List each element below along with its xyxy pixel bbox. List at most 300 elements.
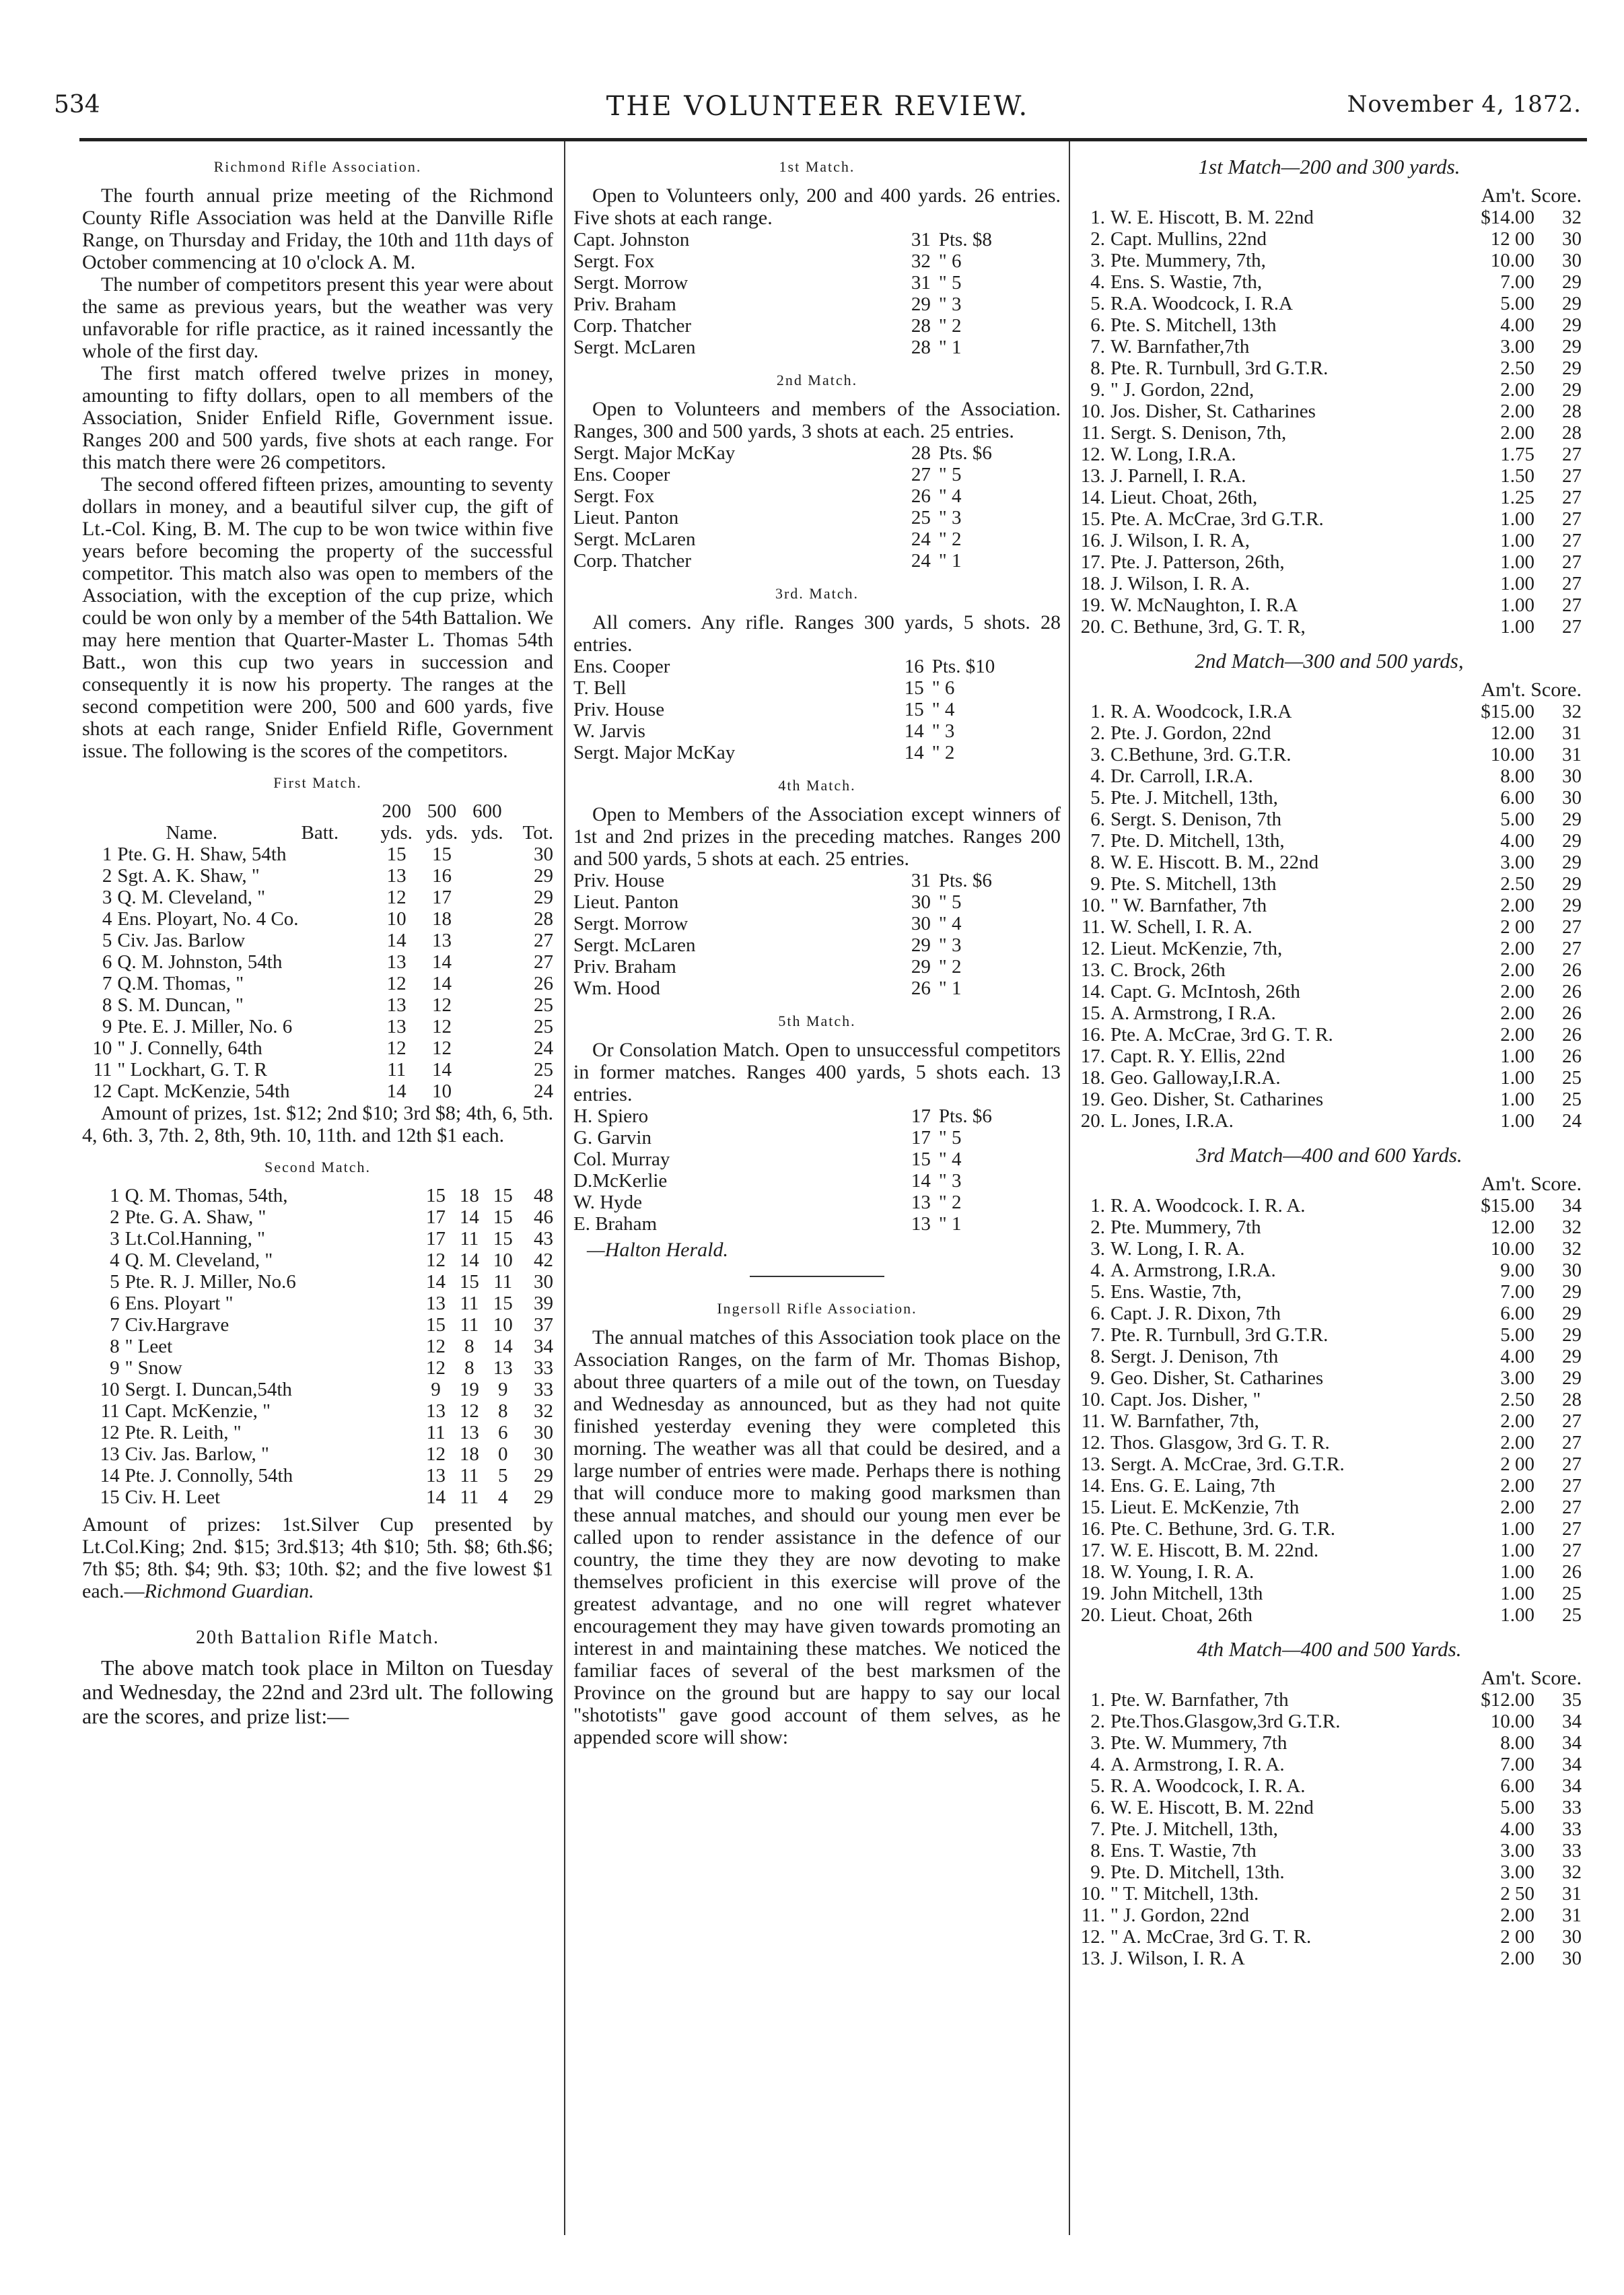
table-row xyxy=(1077,1389,1582,1410)
cell: 10.00 xyxy=(1490,744,1534,765)
cell: Pte. D. Mitchell, 13th. xyxy=(1110,1861,1285,1883)
table-row xyxy=(1077,1002,1582,1024)
cell: 39 xyxy=(534,1293,553,1314)
table-row xyxy=(1077,401,1582,422)
cell: 4. xyxy=(1090,271,1105,293)
cell: Sergt. Morrow xyxy=(573,272,689,294)
cell: 1.50 xyxy=(1500,465,1534,487)
cell: 24 xyxy=(1562,1110,1582,1132)
table-row xyxy=(573,1213,1061,1235)
cell: Ens. G. E. Laing, 7th xyxy=(1110,1475,1275,1497)
cell: 2 50 xyxy=(1500,1883,1534,1905)
cell: 33 xyxy=(1562,1797,1582,1818)
cell: Col. Murray xyxy=(573,1149,670,1170)
cell: " 1 xyxy=(938,550,962,572)
cell: 29 xyxy=(1562,357,1582,379)
cell xyxy=(464,1059,509,1081)
score-table xyxy=(573,229,1061,358)
table-row xyxy=(1077,616,1582,638)
cell: 10 xyxy=(386,908,407,930)
table-row xyxy=(1077,1346,1582,1367)
table-row xyxy=(573,978,1061,999)
cell: " 5 xyxy=(938,891,962,913)
cell: 24 xyxy=(534,1037,553,1059)
cell: Pts. $6 xyxy=(938,870,992,891)
cell: 26 xyxy=(1562,959,1582,981)
cell: Jos. Disher, St. Catharines xyxy=(1110,401,1316,422)
cell xyxy=(464,865,509,887)
cell: " J. Connelly, 64th xyxy=(117,1037,262,1059)
header-cell: Name. xyxy=(166,822,217,844)
cell: 1.00 xyxy=(1500,616,1534,638)
cell: 5.00 xyxy=(1500,1797,1534,1818)
second-match-heading: Second Match. xyxy=(264,1159,371,1175)
cell: " Lockhart, G. T. R xyxy=(117,1059,267,1081)
cell: 20. xyxy=(1080,616,1105,638)
cell: 32 xyxy=(911,250,931,272)
table-row xyxy=(1077,938,1582,959)
cell: Lieut. Panton xyxy=(573,891,679,913)
table-row xyxy=(1077,852,1582,873)
cell: Sgt. A. K. Shaw, " xyxy=(117,865,260,887)
table-row xyxy=(82,1206,553,1228)
cell: W. Young, I. R. A. xyxy=(1110,1561,1255,1583)
table-row xyxy=(82,994,553,1016)
source-credit: —Halton Herald. xyxy=(587,1239,728,1261)
amount-score-header: Am't. Score. xyxy=(1481,1667,1582,1689)
cell: 27 xyxy=(1562,551,1582,573)
cell: 16 xyxy=(432,865,452,887)
cell: C. Bethune, 3rd, G. T. R, xyxy=(1110,616,1306,638)
cell: 3. xyxy=(1090,250,1105,271)
cell: 3.00 xyxy=(1500,1840,1534,1861)
cell: 0 xyxy=(497,1443,508,1465)
cell: Geo. Disher, St. Catharines xyxy=(1110,1089,1324,1110)
cell: 8. xyxy=(1090,852,1105,873)
cell: 11 xyxy=(460,1486,479,1508)
cell: 27 xyxy=(1562,1432,1582,1453)
cell: 18. xyxy=(1080,1067,1105,1089)
cell: 2.00 xyxy=(1500,1948,1534,1969)
table-row xyxy=(1077,1797,1582,1818)
cell: 28 xyxy=(1562,1389,1582,1410)
cell: 15 xyxy=(493,1206,513,1228)
column-3 xyxy=(1077,151,1582,1969)
cell: 29 xyxy=(1562,314,1582,336)
cell: 30 xyxy=(1562,250,1582,271)
table-row xyxy=(82,1336,553,1357)
table-row xyxy=(1077,1475,1582,1497)
cell: Civ. Jas. Barlow xyxy=(117,930,246,951)
table-row xyxy=(573,272,1061,294)
cell: 34 xyxy=(1562,1775,1582,1797)
cell: 2.50 xyxy=(1500,1389,1534,1410)
cell: John Mitchell, 13th xyxy=(1110,1583,1263,1604)
cell: 6.00 xyxy=(1500,1775,1534,1797)
cell: 27 xyxy=(1562,1497,1582,1518)
cell: 30 xyxy=(911,891,931,913)
cell: 11. xyxy=(1081,1410,1105,1432)
cell: R.A. Woodcock, I. R.A xyxy=(1110,293,1293,314)
table-row xyxy=(573,870,1061,891)
table-row xyxy=(1077,530,1582,551)
cell: 15 xyxy=(493,1293,513,1314)
table-row xyxy=(1077,1518,1582,1540)
cell: " 4 xyxy=(938,1149,962,1170)
table-row xyxy=(573,1170,1061,1192)
cell: " Snow xyxy=(125,1357,182,1379)
cell: 2. xyxy=(1090,722,1105,744)
cell: Dr. Carroll, I.R.A. xyxy=(1110,765,1253,787)
results-table xyxy=(1077,207,1582,638)
cell: Pte. J. Connolly, 54th xyxy=(125,1465,293,1486)
cell: Sergt. Fox xyxy=(573,250,655,272)
cell: H. Spiero xyxy=(573,1105,649,1127)
table-row xyxy=(82,1357,553,1379)
column-divider xyxy=(564,141,565,2235)
cell: 15 xyxy=(493,1228,513,1249)
cell: Pte. R. Turnbull, 3rd G.T.R. xyxy=(1110,1324,1329,1346)
cell xyxy=(464,1081,509,1102)
cell: 18 xyxy=(432,908,452,930)
table-row xyxy=(82,951,553,973)
cell: " 4 xyxy=(938,913,962,934)
table-row xyxy=(1077,1540,1582,1561)
cell: 14 xyxy=(426,1486,446,1508)
table-row xyxy=(1077,895,1582,916)
cell: 30 xyxy=(1562,787,1582,809)
cell: 13 xyxy=(386,865,407,887)
cell: 29 xyxy=(1562,1367,1582,1389)
table-row xyxy=(573,956,1061,978)
header-cell: Batt. xyxy=(301,822,339,844)
cell: Ens. Ployart, No. 4 Co. xyxy=(117,908,299,930)
cell: 4.00 xyxy=(1500,1346,1534,1367)
cell: 14. xyxy=(1080,1475,1105,1497)
ingersoll-heading: Ingersoll Rifle Association. xyxy=(717,1300,917,1317)
table-row xyxy=(573,229,1061,250)
cell: 19. xyxy=(1080,1089,1105,1110)
cell: Capt. R. Y. Ellis, 22nd xyxy=(1110,1046,1285,1067)
table-row xyxy=(1077,765,1582,787)
cell: Q. M. Cleveland, " xyxy=(117,887,266,908)
cell: 15. xyxy=(1080,1002,1105,1024)
cell: " Leet xyxy=(125,1336,173,1357)
cell: 15 xyxy=(426,1185,446,1206)
cell: Q.M. Thomas, " xyxy=(117,973,244,994)
cell: 13 xyxy=(386,994,407,1016)
cell: Q. M. Johnston, 54th xyxy=(117,951,283,973)
cell: 12 xyxy=(386,1037,407,1059)
cell: 29 xyxy=(911,956,931,978)
cell: 13 xyxy=(100,1443,120,1465)
cell: Ens. Wastie, 7th, xyxy=(1110,1281,1242,1303)
cell: 8 xyxy=(497,1400,508,1422)
cell: " 5 xyxy=(938,1127,962,1149)
table-row xyxy=(1077,1883,1582,1905)
cell: 9 xyxy=(110,1357,120,1379)
newspaper-title: THE VOLUNTEER REVIEW. xyxy=(606,91,1030,122)
cell: J. Parnell, I. R.A. xyxy=(1110,465,1246,487)
table-row xyxy=(82,1271,553,1293)
cell xyxy=(464,844,509,865)
table-row xyxy=(82,887,553,908)
prize-text: Amount of prizes: 1st.Silver Cup presented by Lt.Col.King; 2nd. $15; 3rd.$13; 4th $10; 5th. $8; 6th.$6; 7th $5; 8th. $4; 9th. $3; 10th. $2; and the five lowest $1 each.— xyxy=(82,1513,553,1602)
cell: Pte. G. A. Shaw, " xyxy=(125,1206,267,1228)
paragraph: Open to Volunteers only, 200 and 400 yards. 26 entries. Five shots at each range. xyxy=(573,184,1061,229)
cell xyxy=(464,887,509,908)
cell: 29 xyxy=(1562,1281,1582,1303)
cell: 2.00 xyxy=(1500,1410,1534,1432)
cell: 2.00 xyxy=(1500,1905,1534,1926)
cell: 17 xyxy=(426,1228,446,1249)
amount-score-header: Am't. Score. xyxy=(1481,679,1582,701)
battalion-heading: 20th Battalion Rifle Match. xyxy=(196,1627,439,1648)
cell: 14 xyxy=(459,1249,479,1271)
cell: Pte. G. H. Shaw, 54th xyxy=(117,844,287,865)
cell: 27 xyxy=(1562,594,1582,616)
cell: 12 xyxy=(386,887,407,908)
cell: Pts. $6 xyxy=(938,442,992,464)
table-row xyxy=(1077,1604,1582,1626)
table-row xyxy=(82,1486,553,1508)
cell: 15 xyxy=(911,1149,931,1170)
table-row xyxy=(1077,1711,1582,1732)
cell: 6.00 xyxy=(1500,787,1534,809)
table-row xyxy=(1077,1754,1582,1775)
cell: 5. xyxy=(1090,787,1105,809)
cell: 7.00 xyxy=(1500,1754,1534,1775)
cell: Pte. Mummery, 7th, xyxy=(1110,250,1266,271)
cell: Sergt. McLaren xyxy=(573,528,696,550)
table-row xyxy=(82,1422,553,1443)
cell: 15 xyxy=(386,844,407,865)
cell: Thos. Glasgow, 3rd G. T. R. xyxy=(1110,1432,1330,1453)
cell: 34 xyxy=(1562,1754,1582,1775)
paragraph: The first match offered twelve prizes in money, amounting to fifty dollars, open to all members of the Association, Snider Enfield Rifle, Government issue. Ranges 200 and 500 yards, five shots at each range. For this match there were 26 competitors. xyxy=(82,362,553,473)
cell: 28 xyxy=(911,442,931,464)
cell: 2.00 xyxy=(1500,422,1534,444)
cell: 10. xyxy=(1080,401,1105,422)
cell: 3.00 xyxy=(1500,1861,1534,1883)
cell: 32 xyxy=(1562,701,1582,722)
cell: 12. xyxy=(1080,444,1105,465)
cell: Pte. R. Leith, " xyxy=(125,1422,242,1443)
cell: Pte. J. Patterson, 26th, xyxy=(1110,551,1285,573)
cell: 1.75 xyxy=(1500,444,1534,465)
table-row xyxy=(1077,1561,1582,1583)
cell: Wm. Hood xyxy=(573,978,660,999)
cell: 7. xyxy=(1090,336,1105,357)
cell: 34 xyxy=(1562,1195,1582,1217)
cell: Geo. Galloway,I.R.A. xyxy=(1110,1067,1281,1089)
cell: Lt.Col.Hanning, " xyxy=(125,1228,265,1249)
table-row xyxy=(573,1149,1061,1170)
cell: Sergt. A. McCrae, 3rd. G.T.R. xyxy=(1110,1453,1345,1475)
table-row xyxy=(1077,1410,1582,1432)
cell: W. E. Hiscott, B. M. 22nd xyxy=(1110,207,1314,228)
table-row xyxy=(1077,1948,1582,1969)
table-row xyxy=(82,1059,553,1081)
cell: Priv. House xyxy=(573,870,665,891)
cell: W. McNaughton, I. R.A xyxy=(1110,594,1298,616)
table-row xyxy=(1077,1281,1582,1303)
results-table xyxy=(1077,701,1582,1132)
table-row xyxy=(573,656,1061,677)
cell xyxy=(464,973,509,994)
cell: 6. xyxy=(1090,1303,1105,1324)
richmond-heading: Richmond Rifle Association. xyxy=(213,158,422,175)
cell: 16 xyxy=(904,656,924,677)
cell xyxy=(464,1016,509,1037)
table-row xyxy=(82,1016,553,1037)
cell: 26 xyxy=(911,485,931,507)
cell: Sergt. S. Denison, 7th, xyxy=(1110,422,1287,444)
table-row xyxy=(1077,594,1582,616)
cell: 1.00 xyxy=(1500,1046,1534,1067)
cell: 6. xyxy=(1090,314,1105,336)
cell: 25 xyxy=(1562,1067,1582,1089)
cell: 2.50 xyxy=(1500,357,1534,379)
cell: 2.00 xyxy=(1500,1475,1534,1497)
table-row xyxy=(1077,1453,1582,1475)
match-heading: 3rd Match—400 and 600 Yards. xyxy=(1196,1143,1462,1167)
column-divider xyxy=(1069,141,1070,2235)
cell: 10. xyxy=(1080,1389,1105,1410)
cell: 4. xyxy=(1090,765,1105,787)
cell: C. Brock, 26th xyxy=(1110,959,1226,981)
cell: 30 xyxy=(1562,1948,1582,1969)
cell: 3.00 xyxy=(1500,336,1534,357)
cell: Sergt. S. Denison, 7th xyxy=(1110,809,1282,830)
cell: 32 xyxy=(1562,1238,1582,1260)
cell: Pts. $10 xyxy=(931,656,995,677)
cell: 2.00 xyxy=(1500,1497,1534,1518)
cell: 14 xyxy=(904,720,924,742)
cell: Q. M. Cleveland, " xyxy=(125,1249,273,1271)
header-cell: 500 xyxy=(427,800,457,822)
cell: 27 xyxy=(1562,444,1582,465)
table-row xyxy=(573,720,1061,742)
cell: 5 xyxy=(497,1465,508,1486)
cell: " 2 xyxy=(938,528,962,550)
cell: 12.00 xyxy=(1490,1217,1534,1238)
cell: Ens. S. Wastie, 7th, xyxy=(1110,271,1263,293)
cell: 13. xyxy=(1080,959,1105,981)
cell: 4. xyxy=(1090,1260,1105,1281)
cell: 11 xyxy=(460,1293,479,1314)
cell: 12 xyxy=(459,1400,479,1422)
cell: Capt. J. R. Dixon, 7th xyxy=(1110,1303,1281,1324)
cell: 1 xyxy=(110,1185,120,1206)
cell: 27 xyxy=(1562,1453,1582,1475)
table-row xyxy=(1077,1689,1582,1711)
table-row xyxy=(1077,1497,1582,1518)
cell: W. Barnfather,7th xyxy=(1110,336,1250,357)
cell: " 3 xyxy=(938,1170,962,1192)
cell: 5.00 xyxy=(1500,809,1534,830)
cell: 13 xyxy=(459,1422,479,1443)
cell: 1.00 xyxy=(1500,1089,1534,1110)
cell: 30 xyxy=(1562,228,1582,250)
table-row xyxy=(1077,314,1582,336)
cell: " W. Barnfather, 7th xyxy=(1110,895,1267,916)
second-match-table xyxy=(82,1185,553,1508)
cell: 14 xyxy=(386,930,407,951)
cell: Ens. T. Wastie, 7th xyxy=(1110,1840,1257,1861)
cell: 7.00 xyxy=(1500,271,1534,293)
first-match-heading: First Match. xyxy=(273,774,362,791)
cell: 13 xyxy=(386,1016,407,1037)
cell: 27 xyxy=(534,951,553,973)
cell: 13 xyxy=(911,1192,931,1213)
cell: Pte. D. Mitchell, 13th, xyxy=(1110,830,1285,852)
cell xyxy=(464,930,509,951)
table-row xyxy=(82,1314,553,1336)
cell: 28 xyxy=(911,337,931,358)
cell: 26 xyxy=(1562,981,1582,1002)
cell: J. Wilson, I. R. A. xyxy=(1110,573,1250,594)
cell: 19 xyxy=(459,1379,479,1400)
cell: 35 xyxy=(1562,1689,1582,1711)
cell: 13 xyxy=(911,1213,931,1235)
table-row xyxy=(82,1081,553,1102)
table-row xyxy=(573,250,1061,272)
cell: Capt. Mullins, 22nd xyxy=(1110,228,1267,250)
paragraph: Open to Members of the Association except winners of 1st and 2nd prizes in the preceding matches. Ranges 200 and 500 yards, 5 shots at each. 25 entries. xyxy=(573,803,1061,870)
cell: C.Bethune, 3rd. G.T.R. xyxy=(1110,744,1292,765)
cell: Lieut. E. McKenzie, 7th xyxy=(1110,1497,1300,1518)
source-credit: Richmond Guardian. xyxy=(144,1580,314,1602)
cell: Ens. Cooper xyxy=(573,656,670,677)
cell: 14. xyxy=(1080,487,1105,508)
cell: Civ. Jas. Barlow, " xyxy=(125,1443,269,1465)
cell: Pte. A. McCrae, 3rd G.T.R. xyxy=(1110,508,1324,530)
cell: 5 xyxy=(110,1271,120,1293)
table-row xyxy=(1077,508,1582,530)
table-row xyxy=(573,1127,1061,1149)
cell: A. Armstrong, I.R.A. xyxy=(1110,1260,1276,1281)
cell: 29 xyxy=(534,865,553,887)
cell: 2.00 xyxy=(1500,895,1534,916)
cell: 7. xyxy=(1090,1818,1105,1840)
table-row xyxy=(82,844,553,865)
cell: 11 xyxy=(93,1059,112,1081)
cell: 10.00 xyxy=(1490,1711,1534,1732)
cell: 2.50 xyxy=(1500,873,1534,895)
cell: 1.00 xyxy=(1500,1067,1534,1089)
table-row xyxy=(82,1185,553,1206)
cell: 11 xyxy=(426,1422,446,1443)
cell: 27 xyxy=(1562,1540,1582,1561)
cell: Pte. J. Gordon, 22nd xyxy=(1110,722,1271,744)
table-row xyxy=(1077,1905,1582,1926)
cell: 2.00 xyxy=(1500,959,1534,981)
cell: W. Schell, I. R. A. xyxy=(1110,916,1252,938)
cell: 30 xyxy=(1562,1260,1582,1281)
cell: 8. xyxy=(1090,1840,1105,1861)
cell: R. A. Woodcock. I. R. A. xyxy=(1110,1195,1306,1217)
cell: 15. xyxy=(1080,1497,1105,1518)
paragraph: The second offered fifteen prizes, amounting to seventy dollars in money, and a beautiful silver cup, the gift of Lt.-Col. King, B. M. The cup to be won twice within five years before becoming the property of the successful competitor. This match also was open to members of the Association, with the exception of the cup prize, which could be won only by a member of the 54th Battalion. We may here mention that Quarter-Master L. Thomas 54th Batt., won this cup two years in succession and consequently it is now his property. The ranges at the second competition were 200, 500 and 600 yards, five shots at each range, Snider Enfield Rifle, Government issue. The following is the scores of the competitors. xyxy=(82,473,553,762)
cell: 15. xyxy=(1080,508,1105,530)
cell: 11 xyxy=(460,1314,479,1336)
cell xyxy=(464,994,509,1016)
cell: 12. xyxy=(1080,938,1105,959)
cell: 20. xyxy=(1080,1110,1105,1132)
cell: Pte. J. Mitchell, 13th, xyxy=(1110,1818,1278,1840)
cell: 12 xyxy=(426,1357,446,1379)
